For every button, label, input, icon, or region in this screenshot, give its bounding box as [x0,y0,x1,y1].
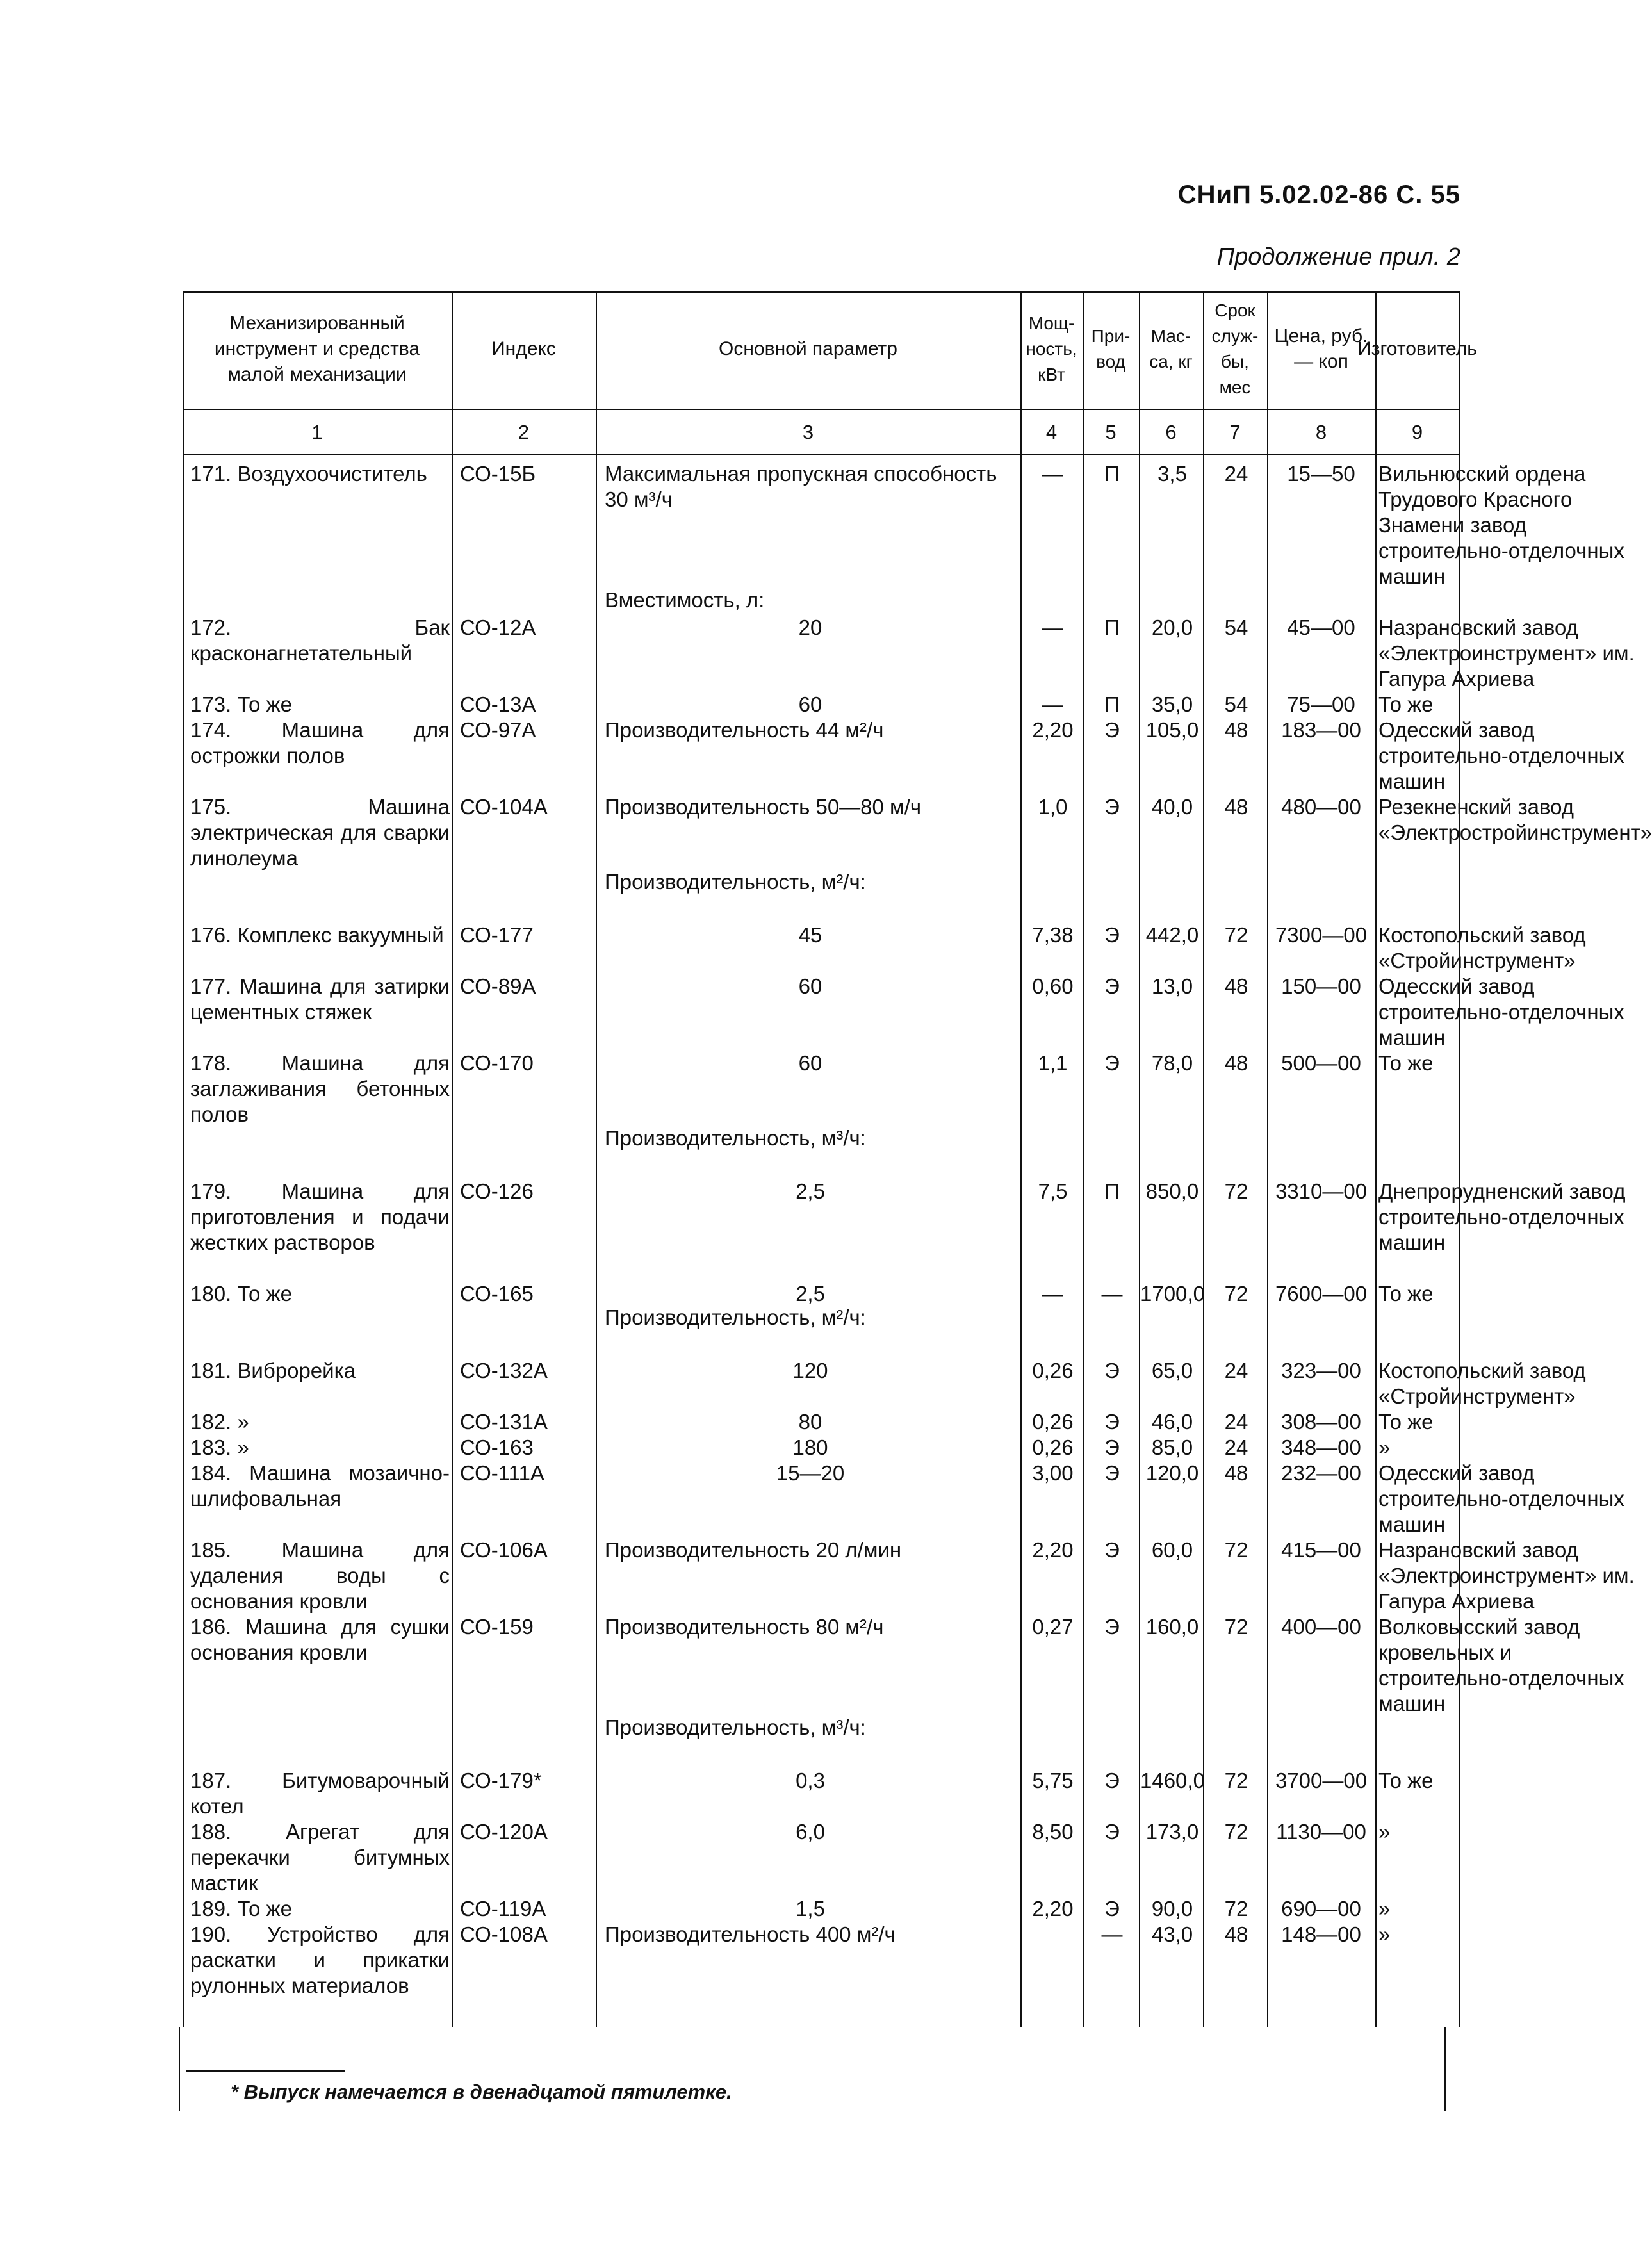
row-index: СО-132А [460,1359,548,1382]
row-drive: Э [1104,923,1120,947]
row-index: СО-120А [460,1820,548,1844]
column-header: Мощ-ность, кВт [1026,313,1077,384]
row-service-life: 48 [1224,718,1248,742]
column-number: 2 [518,421,530,443]
row-service-life: 72 [1224,923,1248,947]
row-param: Производительность 50—80 м/ч [605,795,922,819]
col-border [1020,291,1022,2027]
row-param: Производительность 400 м²/ч [605,1922,896,1946]
row-price: 690—00 [1281,1897,1361,1920]
row-drive: — [1101,1922,1123,1946]
col-border [452,291,453,2027]
row-price: 480—00 [1281,795,1361,819]
column-number: 3 [802,421,814,443]
row-drive: — [1101,1282,1123,1306]
row-manufacturer: То же [1378,1769,1434,1792]
row-price: 7600—00 [1275,1282,1368,1306]
row-drive: П [1104,462,1120,486]
row-power: — [1042,462,1063,486]
row-mass: 173,0 [1145,1820,1199,1844]
row-param: Производительность 20 л/мин [605,1538,902,1562]
row-mass: 60,0 [1151,1538,1193,1562]
row-drive: Э [1104,1359,1120,1382]
row-name: 190. Устройство для раскатки и прикатки рулонных материалов [190,1922,450,1997]
param-group-label: Производительность, м³/ч: [605,1126,866,1150]
row-price: 183—00 [1281,718,1361,742]
row-index: СО-89А [460,974,536,998]
row-index: СО-106А [460,1538,548,1562]
row-drive: П [1104,1179,1120,1203]
row-drive: Э [1104,1051,1120,1075]
row-index: СО-131А [460,1410,548,1434]
column-header: Изготовитель [1357,338,1477,359]
row-name: 187. Битумоварочный котел [190,1769,450,1818]
row-power: 0,27 [1032,1615,1074,1639]
column-header: Цена, руб.— коп [1274,325,1368,372]
row-power: 2,20 [1032,718,1074,742]
row-index: СО-111А [460,1461,544,1485]
row-service-life: 24 [1224,462,1248,486]
row-mass: 1700,0 [1140,1282,1205,1306]
row-service-life: 72 [1224,1282,1248,1306]
row-name: 181. Виброрейка [190,1359,356,1382]
row-manufacturer: Костопольский завод «Стройинструмент» [1378,923,1586,972]
row-manufacturer: Днепрорудненский завод строительно-отделочных машин [1378,1179,1626,1254]
row-price: 500—00 [1281,1051,1361,1075]
row-power: 8,50 [1032,1820,1074,1844]
row-manufacturer: То же [1378,692,1434,716]
row-param: Максимальная пропускная способность 30 м³/ч [605,462,997,511]
row-index: СО-119А [460,1897,546,1920]
row-index: СО-12А [460,616,536,639]
row-service-life: 48 [1224,795,1248,819]
col-border [1267,291,1268,2027]
row-name: 176. Комплекс вакуумный [190,923,444,947]
param-group-label: Производительность, м²/ч: [605,1306,866,1329]
param-group-label: Вместимость, л: [605,588,765,612]
row-drive: Э [1104,718,1120,742]
row-price: 148—00 [1281,1922,1361,1946]
row-mass: 850,0 [1145,1179,1199,1203]
row-drive: П [1104,616,1120,639]
row-power: — [1042,692,1063,716]
row-index: СО-165 [460,1282,534,1306]
row-param: 120 [792,1359,828,1382]
row-manufacturer: » [1378,1820,1391,1844]
row-price: 232—00 [1281,1461,1361,1485]
row-service-life: 72 [1224,1179,1248,1203]
row-name: 171. Воздухоочиститель [190,462,427,486]
row-manufacturer: Волковысский завод кровельных и строительно-отделочных машин [1378,1615,1624,1715]
row-price: 3700—00 [1275,1769,1368,1792]
row-power: 1,0 [1038,795,1068,819]
col-border [1203,291,1204,2027]
row-drive: Э [1104,1436,1120,1459]
row-mass: 46,0 [1151,1410,1193,1434]
row-service-life: 72 [1224,1820,1248,1844]
row-price: 348—00 [1281,1436,1361,1459]
row-manufacturer: Назрановский завод «Электроинструмент» им. Гапура Ахриева [1378,1538,1635,1613]
row-index: СО-177 [460,923,534,947]
row-mass: 85,0 [1151,1436,1193,1459]
row-power: 3,00 [1032,1461,1074,1485]
footnote: * Выпуск намечается в двенадцатой пятилетке. [231,2081,732,2103]
row-power: 0,26 [1032,1359,1074,1382]
row-manufacturer: Резекненский завод «Электростройинструмент» [1378,795,1652,844]
row-name: 183. » [190,1436,249,1459]
row-service-life: 48 [1224,1051,1248,1075]
row-name: 174. Машина для острожки полов [190,718,450,767]
row-name: 179. Машина для приготовления и подачи жестких растворов [190,1179,450,1254]
row-index: СО-163 [460,1436,534,1459]
page-header: СНиП 5.02.02-86 С. 55 [1177,181,1460,209]
row-drive: Э [1104,974,1120,998]
column-number: 6 [1165,421,1177,443]
row-drive: П [1104,692,1120,716]
row-price: 3310—00 [1275,1179,1368,1203]
row-service-life: 72 [1224,1897,1248,1920]
row-price: 75—00 [1287,692,1355,716]
row-power: 7,5 [1038,1179,1068,1203]
row-price: 45—00 [1287,616,1355,639]
row-price: 7300—00 [1275,923,1368,947]
row-manufacturer: » [1378,1436,1391,1459]
row-service-life: 54 [1224,692,1248,716]
row-drive: Э [1104,1538,1120,1562]
row-mass: 20,0 [1151,616,1193,639]
row-service-life: 48 [1224,1922,1248,1946]
row-manufacturer: Одесский завод строительно-отделочных машин [1378,974,1624,1049]
row-power: 2,20 [1032,1897,1074,1920]
row-manufacturer: » [1378,1897,1391,1920]
row-power: 0,26 [1032,1410,1074,1434]
row-service-life: 24 [1224,1410,1248,1434]
row-mass: 160,0 [1145,1615,1199,1639]
row-manufacturer: То же [1378,1282,1434,1306]
row-name: 188. Агрегат для перекачки битумных мастик [190,1820,450,1895]
row-index: СО-108А [460,1922,548,1946]
row-name: 173. То же [190,692,292,716]
row-drive: Э [1104,1410,1120,1434]
row-mass: 40,0 [1151,795,1193,819]
row-index: СО-179* [460,1769,542,1792]
row-service-life: 72 [1224,1615,1248,1639]
row-mass: 1460,0 [1140,1769,1205,1792]
col-border [1375,291,1377,2027]
row-price: 400—00 [1281,1615,1361,1639]
row-index: СО-126 [460,1179,534,1203]
row-mass: 442,0 [1145,923,1199,947]
row-name: 189. То же [190,1897,292,1920]
row-param: 80 [798,1410,822,1434]
col-border [596,291,597,2027]
column-number: 8 [1315,421,1327,443]
row-service-life: 54 [1224,616,1248,639]
row-service-life: 72 [1224,1769,1248,1792]
row-drive: Э [1104,1461,1120,1485]
row-index: СО-170 [460,1051,534,1075]
row-drive: Э [1104,1615,1120,1639]
row-mass: 105,0 [1145,718,1199,742]
row-param: 0,3 [796,1769,825,1792]
row-manufacturer: Вильнюсский ордена Трудового Красного Знамени завод строительно-отделочных машин [1378,462,1624,588]
row-name: 172. Бак красконагнетательный [190,616,450,665]
row-param: 2,5 [796,1282,825,1306]
row-name: 177. Машина для затирки цементных стяжек [190,974,450,1024]
row-manufacturer: » [1378,1922,1391,1946]
row-service-life: 48 [1224,974,1248,998]
row-price: 15—50 [1287,462,1355,486]
row-power: 1,1 [1038,1051,1068,1075]
row-drive: Э [1104,795,1120,819]
page-edge-line [1444,2027,1446,2111]
row-mass: 65,0 [1151,1359,1193,1382]
row-param: 60 [798,974,822,998]
row-index: СО-159 [460,1615,534,1639]
row-manufacturer: То же [1378,1410,1434,1434]
row-power: 0,60 [1032,974,1074,998]
column-number: 7 [1229,421,1241,443]
row-price: 323—00 [1281,1359,1361,1382]
row-manufacturer: Одесский завод строительно-отделочных машин [1378,1461,1624,1536]
row-index: СО-15Б [460,462,536,486]
row-manufacturer: Костопольский завод «Стройинструмент» [1378,1359,1586,1408]
row-power: 5,75 [1032,1769,1074,1792]
col-border [1083,291,1084,2027]
column-header: Основной параметр [719,338,897,359]
row-service-life: 48 [1224,1461,1248,1485]
row-drive: Э [1104,1769,1120,1792]
column-header: Мас-са, кг [1149,326,1193,372]
row-param: 45 [798,923,822,947]
row-param: 2,5 [796,1179,825,1203]
column-header: Механизированный инструмент и средства малой механизации [214,313,420,385]
row-name: 185. Машина для удаления воды с основания кровли [190,1538,450,1613]
row-param: 60 [798,1051,822,1075]
column-number: 5 [1105,421,1116,443]
row-power: — [1042,1282,1063,1306]
column-header: Срок служ-бы, мес [1211,300,1259,397]
row-drive: Э [1104,1820,1120,1844]
row-service-life: 72 [1224,1538,1248,1562]
row-param: 1,5 [796,1897,825,1920]
row-mass: 35,0 [1151,692,1193,716]
equipment-table [183,291,1652,2027]
row-name: 178. Машина для заглаживания бетонных полов [190,1051,450,1126]
param-group-label: Производительность, м³/ч: [605,1715,866,1739]
row-name: 182. » [190,1410,249,1434]
row-drive: Э [1104,1897,1120,1920]
row-name: 180. То же [190,1282,292,1306]
column-number: 4 [1045,421,1058,443]
row-price: 415—00 [1281,1538,1361,1562]
row-price: 1130—00 [1276,1820,1366,1844]
column-header: Индекс [491,338,556,359]
row-service-life: 24 [1224,1436,1248,1459]
row-param: 180 [792,1436,828,1459]
row-mass: 78,0 [1151,1051,1193,1075]
column-number: 1 [311,421,323,443]
page-edge-line [179,2027,180,2111]
footnote-rule [186,2070,345,2072]
row-param: 20 [798,616,822,639]
param-group-label: Производительность, м²/ч: [605,870,866,894]
row-mass: 90,0 [1151,1897,1193,1920]
row-param: 6,0 [796,1820,825,1844]
row-param: Производительность 44 м²/ч [605,718,884,742]
row-index: СО-104А [460,795,548,819]
row-mass: 3,5 [1157,462,1187,486]
row-name: 186. Машина для сушки основания кровли [190,1615,450,1664]
row-service-life: 24 [1224,1359,1248,1382]
row-price: 150—00 [1281,974,1361,998]
row-manufacturer: То же [1378,1051,1434,1075]
row-index: СО-13А [460,692,536,716]
row-manufacturer: Назрановский завод «Электроинструмент» им. Гапура Ахриева [1378,616,1635,691]
row-param: Производительность 80 м²/ч [605,1615,884,1639]
row-power: 0,26 [1032,1436,1074,1459]
row-param: 60 [798,692,822,716]
row-manufacturer: Одесский завод строительно-отделочных машин [1378,718,1624,793]
row-power: 7,38 [1032,923,1074,947]
row-index: СО-97А [460,718,536,742]
row-mass: 13,0 [1151,974,1193,998]
row-power: 2,20 [1032,1538,1074,1562]
row-power: — [1042,616,1063,639]
col-border [183,291,184,2027]
row-mass: 120,0 [1145,1461,1199,1485]
continuation-label: Продолжение прил. 2 [1216,243,1460,270]
row-mass: 43,0 [1151,1922,1193,1946]
row-param: 15—20 [776,1461,845,1485]
row-price: 308—00 [1281,1410,1361,1434]
col-border [1139,291,1140,2027]
row-name: 184. Машина мозаично-шлифовальная [190,1461,450,1510]
column-header: При-вод [1091,326,1131,372]
row-name: 175. Машина электрическая для сварки линолеума [190,795,450,870]
column-number: 9 [1411,421,1423,443]
